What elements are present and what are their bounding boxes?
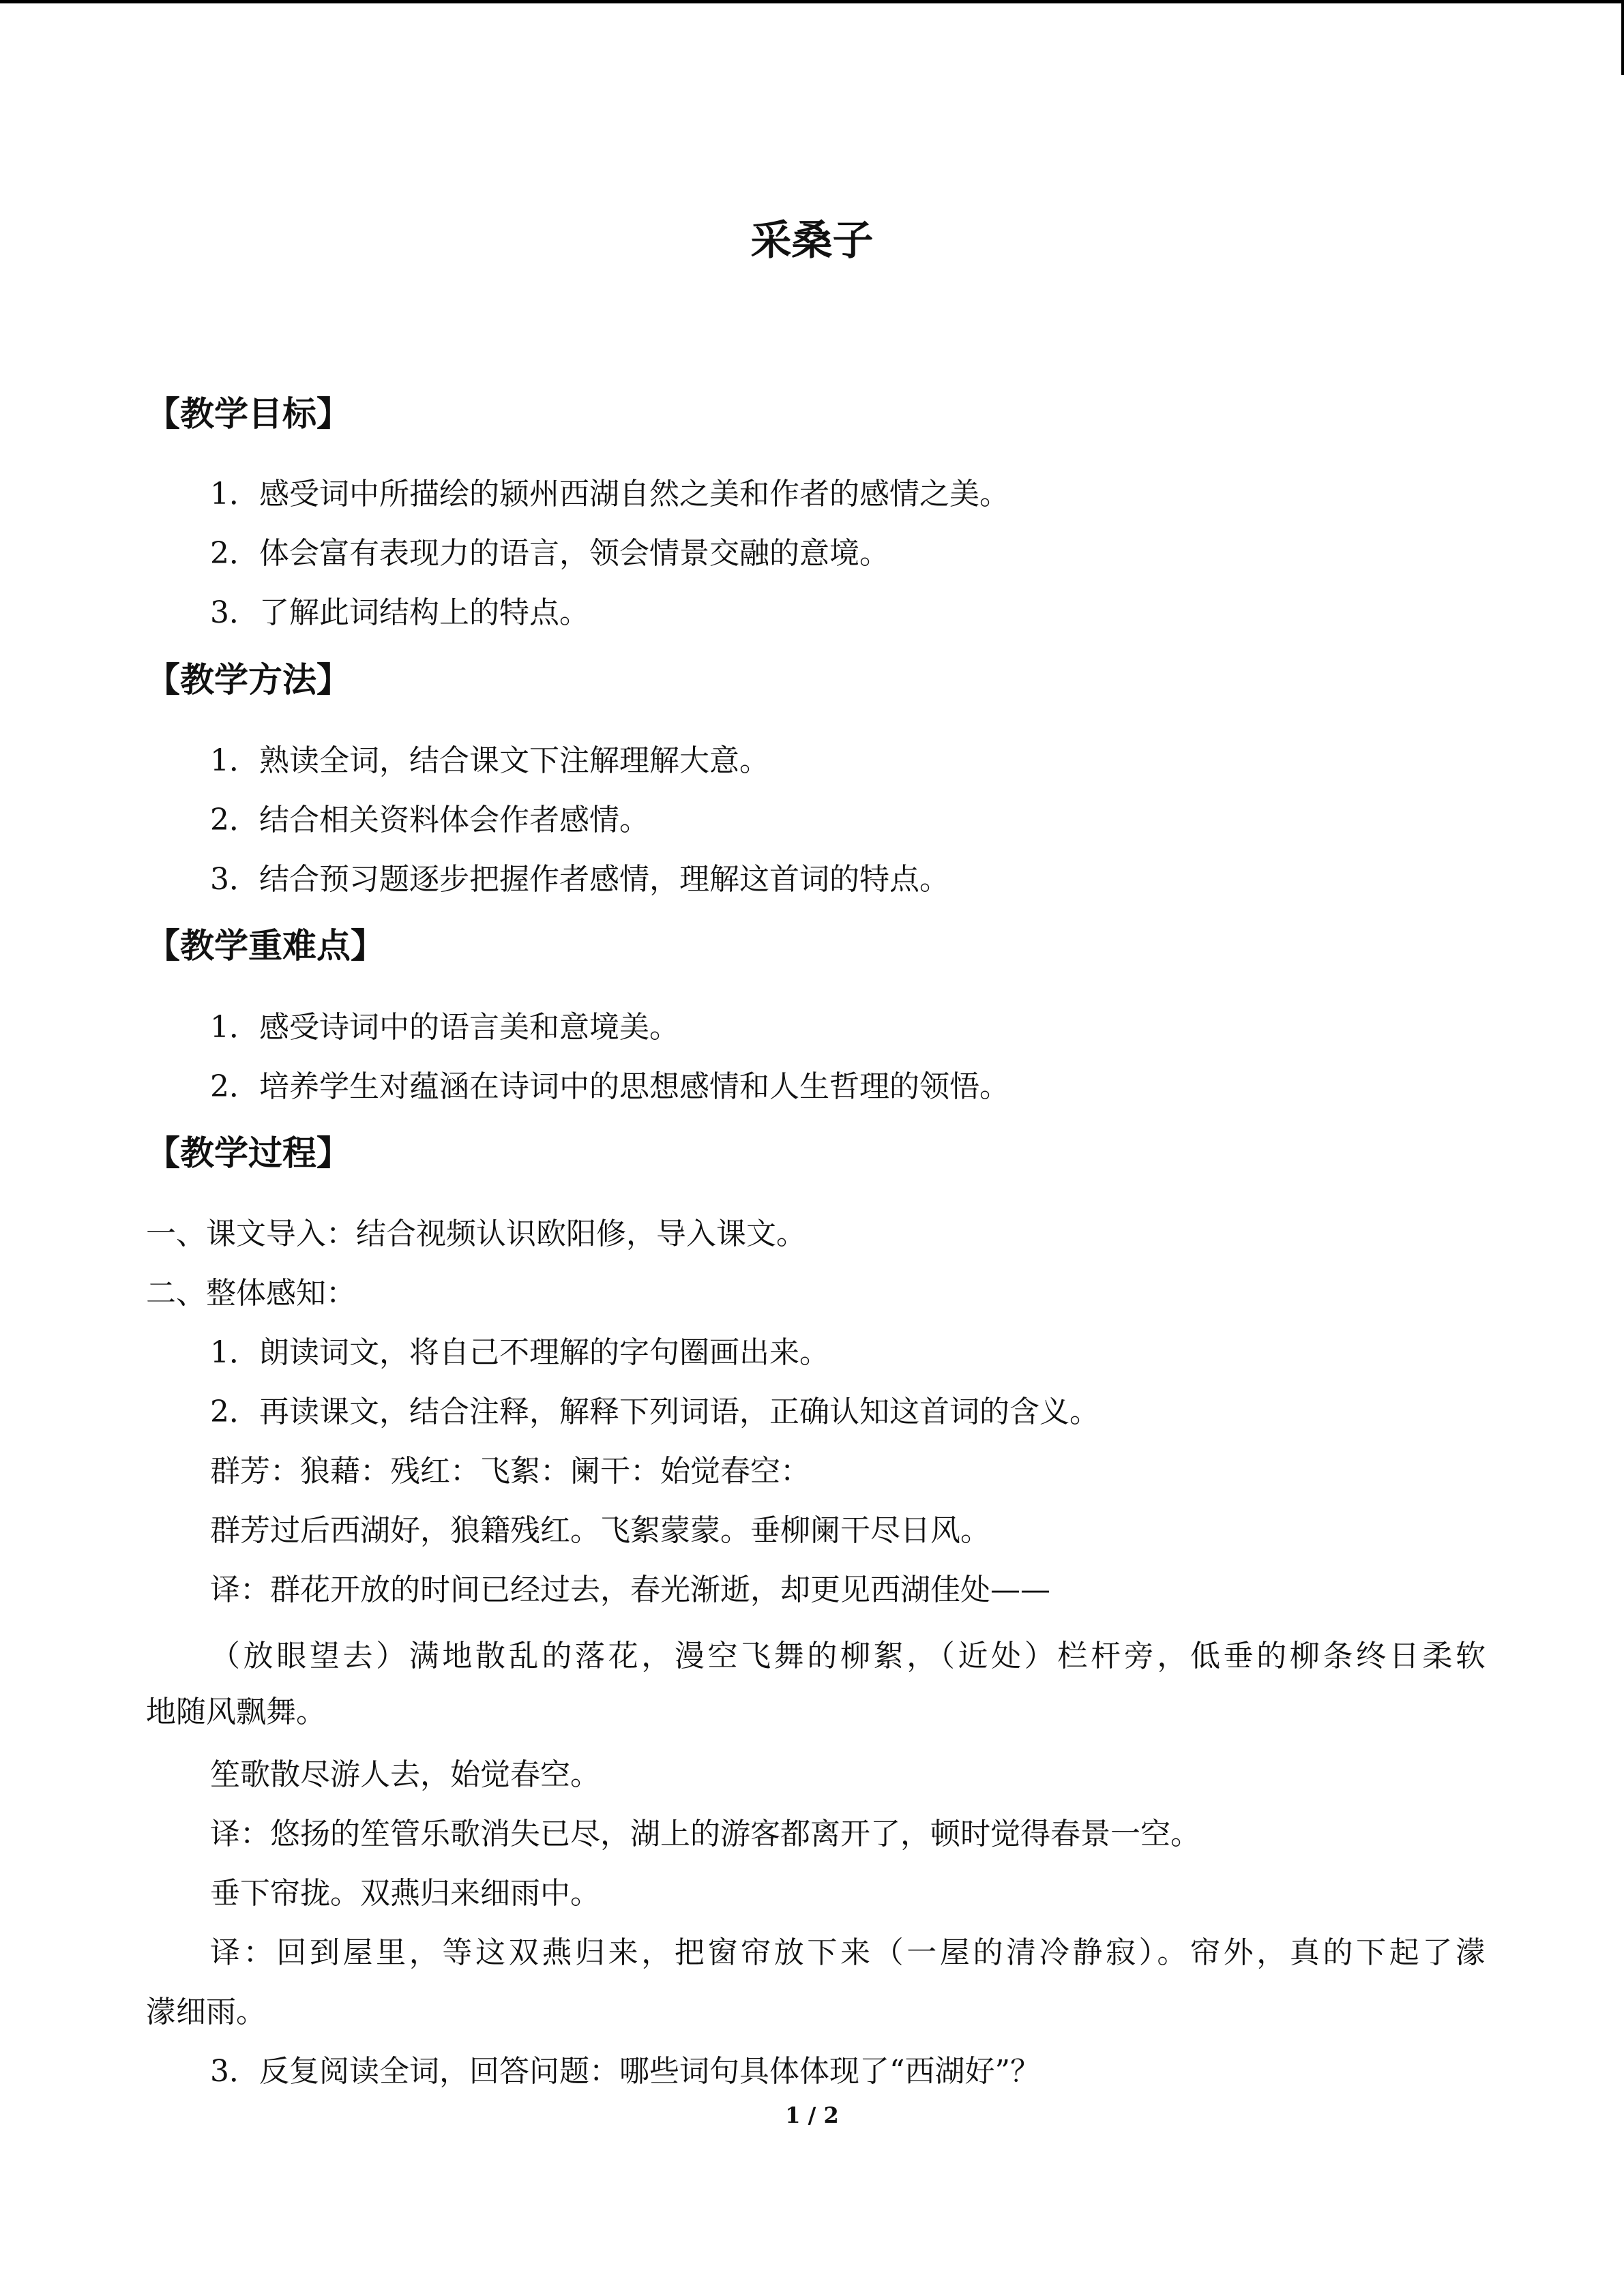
process-line-4: 2．再读课文，结合注释，解释下列词语，正确认知这首词的含义。 xyxy=(210,1395,1099,1429)
process-line-6: 群芳过后西湖好，狼籍残红。飞絮蒙蒙。垂柳阑干尽日风。 xyxy=(210,1513,990,1548)
process-line-15: 3．反复阅读全词，回答问题：哪些词句具体体现了“西湖好”？ xyxy=(210,2054,1040,2089)
objective-item-3: 3．了解此词结构上的特点。 xyxy=(210,595,589,630)
process-line-10: 笙歌散尽游人去，始觉春空。 xyxy=(210,1757,600,1792)
section-heading-methods: 【教学方法】 xyxy=(146,659,351,700)
page-title: 采桑子 xyxy=(750,217,874,265)
section-heading-process: 【教学过程】 xyxy=(146,1133,351,1173)
process-line-7: 译：群花开放的时间已经过去，春光渐逝，却更见西湖佳处—— xyxy=(210,1572,1050,1607)
process-line-2: 二、整体感知： xyxy=(146,1276,356,1311)
method-item-2: 2．结合相关资料体会作者感情。 xyxy=(210,803,649,837)
process-line-1: 一、课文导入：结合视频认识欧阳修，导入课文。 xyxy=(146,1217,806,1251)
top-border-line xyxy=(0,0,1624,3)
process-line-14: 濛细雨。 xyxy=(146,1995,266,2029)
method-item-1: 1．熟读全词，结合课文下注解理解大意。 xyxy=(210,743,769,778)
process-line-13: 译：回到屋里，等这双燕归来，把窗帘放下来（一屋的清冷静寂）。帘外，真的下起了濛 xyxy=(210,1935,1486,1970)
section-heading-key-points: 【教学重难点】 xyxy=(146,925,385,966)
method-item-3: 3．结合预习题逐步把握作者感情，理解这首词的特点。 xyxy=(210,862,949,897)
process-line-12: 垂下帘拢。双燕归来细雨中。 xyxy=(210,1876,600,1911)
objective-item-1: 1．感受词中所描绘的颍州西湖自然之美和作者的感情之美。 xyxy=(210,477,1009,511)
section-heading-objectives: 【教学目标】 xyxy=(146,393,351,434)
objective-item-2: 2．体会富有表现力的语言，领会情景交融的意境。 xyxy=(210,536,889,571)
right-border-line xyxy=(1621,0,1624,75)
process-line-3: 1．朗读词文，将自己不理解的字句圈画出来。 xyxy=(210,1335,829,1370)
process-line-8: （放眼望去）满地散乱的落花，漫空飞舞的柳絮，（近处）栏杆旁，低垂的柳条终日柔软 xyxy=(210,1639,1486,1673)
process-line-9: 地随风飘舞。 xyxy=(146,1695,326,1729)
page-number: 1 / 2 xyxy=(785,2102,839,2128)
process-line-11: 译：悠扬的笙管乐歌消失已尽，湖上的游客都离开了，顿时觉得春景一空。 xyxy=(210,1817,1200,1851)
key-point-item-2: 2．培养学生对蕴涵在诗词中的思想感情和人生哲理的领悟。 xyxy=(210,1069,1009,1104)
key-point-item-1: 1．感受诗词中的语言美和意境美。 xyxy=(210,1010,679,1045)
process-line-5: 群芳：狼藉：残红：飞絮：阑干：始觉春空： xyxy=(210,1454,810,1489)
